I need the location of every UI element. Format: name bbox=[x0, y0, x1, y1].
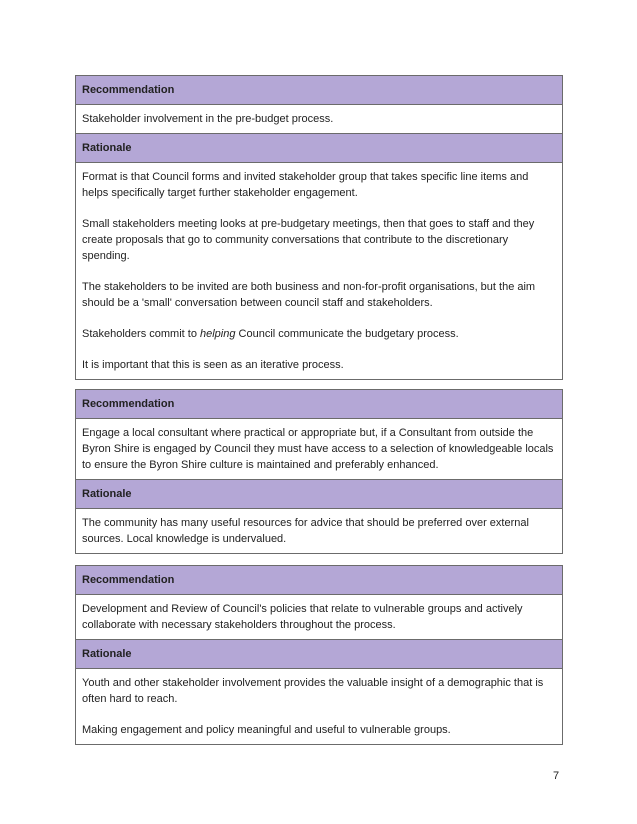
rationale-paragraph bbox=[82, 326, 556, 342]
recommendation-table-1 bbox=[75, 75, 563, 380]
recommendation-header: Recommendation bbox=[76, 566, 563, 595]
rationale-body bbox=[76, 669, 563, 745]
rationale-body bbox=[76, 509, 563, 554]
recommendation-table-3 bbox=[75, 565, 563, 745]
rationale-paragraph: Making engagement and policy meaningful and useful to vulnerable groups. bbox=[82, 724, 451, 736]
rationale-header: Rationale bbox=[76, 134, 563, 163]
rationale-paragraph: Small stakeholders meeting looks at pre-budgetary meetings, then that goes to staff and they create proposals that go to community conversations that contribute to the discretionary spending. bbox=[82, 218, 535, 262]
rationale-header: Rationale bbox=[76, 480, 563, 509]
rationale-paragraph: Youth and other stakeholder involvement provides the valuable insight of a demographic that is often hard to reach. bbox=[82, 677, 544, 705]
recommendation-header: Recommendation bbox=[76, 76, 563, 105]
recommendation-text: Engage a local consultant where practical or appropriate but, if a Consultant from outside the Byron Shire is engaged by Council they must have access to a selection of knowledgeable locals to ensure the Byron Shire culture is maintained and preferably enhanced. bbox=[76, 419, 563, 480]
emphasis-text: helping bbox=[200, 328, 236, 340]
rationale-paragraph: It is important that this is seen as an iterative process. bbox=[82, 359, 344, 371]
recommendation-table-2 bbox=[75, 389, 563, 554]
rationale-body bbox=[76, 163, 563, 380]
rationale-paragraph: Format is that Council forms and invited stakeholder group that takes specific line items and helps specifically target further stakeholder engagement. bbox=[82, 171, 529, 199]
text-run: Council communicate the budgetary process. bbox=[235, 328, 459, 340]
recommendation-text: Development and Review of Council's policies that relate to vulnerable groups and actively collaborate with necessary stakeholders throughout the process. bbox=[76, 595, 563, 640]
rationale-paragraph: The stakeholders to be invited are both business and non-for-profit organisations, but the aim should be a 'small' conversation between council staff and stakeholders. bbox=[82, 281, 536, 309]
recommendation-text: Stakeholder involvement in the pre-budget process. bbox=[76, 105, 563, 134]
text-run: Stakeholders commit to bbox=[82, 328, 200, 340]
page-number: 7 bbox=[553, 770, 560, 782]
recommendation-header: Recommendation bbox=[76, 390, 563, 419]
rationale-paragraph: The community has many useful resources for advice that should be preferred over external sources. Local knowledge is undervalued. bbox=[82, 517, 529, 545]
rationale-header: Rationale bbox=[76, 640, 563, 669]
